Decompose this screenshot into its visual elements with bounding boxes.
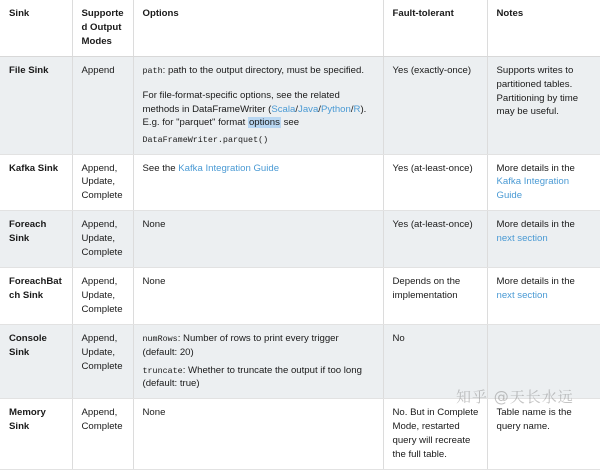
column-header-notes: Notes <box>487 0 600 56</box>
cell-options <box>133 324 383 399</box>
cell-notes <box>487 211 600 268</box>
cell-notes <box>487 324 600 399</box>
cell-options: None <box>133 267 383 324</box>
column-header-supported-output-modes: Supported Output Modes <box>72 0 133 56</box>
link-java[interactable]: Java <box>298 103 319 115</box>
table-row <box>0 267 600 324</box>
cell-notes: Table name is the query name. <box>487 399 600 470</box>
table-row <box>0 399 600 470</box>
cell-options <box>133 56 383 154</box>
option-formats-tail: see <box>280 117 300 129</box>
selected-text-options: options <box>248 117 280 129</box>
notes-prefix: More details in the <box>496 275 575 287</box>
cell-sink-name: Memory Sink <box>0 399 72 470</box>
option-path-text: : path to the output directory, must be specified. <box>162 64 365 76</box>
link-separator: / <box>295 103 299 115</box>
table-row <box>0 154 600 211</box>
option-formats-lead: For file-format-specific options, see the related methods in DataFrameWriter ( <box>142 89 340 115</box>
link-kafka-integration-guide[interactable]: Kafka Integration Guide <box>178 162 280 174</box>
cell-output-modes: Append, Update, Complete <box>72 267 133 324</box>
link-separator: / <box>318 103 321 115</box>
option-numrows <box>143 332 375 360</box>
cell-fault-tolerant: Depends on the implementation <box>383 267 487 324</box>
column-header-sink: Sink <box>0 0 72 56</box>
option-code-path: path <box>142 65 163 76</box>
option-code-numrows: numRows <box>142 333 178 344</box>
option-code-dataframewriter-parquet: DataFrameWriter.parquet() <box>142 135 269 146</box>
cell-output-modes: Append, Update, Complete <box>72 154 133 211</box>
table-row <box>0 211 600 268</box>
option-truncate-text: : Whether to truncate the output if too long (default: true) <box>142 364 362 390</box>
cell-notes <box>487 154 600 211</box>
cell-options: None <box>133 211 383 268</box>
cell-fault-tolerant: No. But in Complete Mode, restarted query will recreate the full table. <box>383 399 487 470</box>
link-kafka-integration-guide[interactable]: Kafka Integration Guide <box>496 176 570 202</box>
link-next-section[interactable]: next section <box>496 233 548 245</box>
cell-fault-tolerant: Yes (exactly-once) <box>383 56 487 154</box>
column-header-fault-tolerant: Fault-tolerant <box>383 0 487 56</box>
cell-notes <box>487 267 600 324</box>
cell-output-modes: Append, Complete <box>72 399 133 470</box>
table-row <box>0 56 600 154</box>
cell-fault-tolerant: No <box>383 324 487 399</box>
watermark-zhihu: 知乎 @天长水远 <box>456 388 574 406</box>
cell-sink-name: Kafka Sink <box>0 154 72 211</box>
link-separator: / <box>350 103 354 115</box>
link-r[interactable]: R <box>353 103 361 115</box>
link-next-section[interactable]: next section <box>496 289 548 301</box>
cell-output-modes: Append, Update, Complete <box>72 211 133 268</box>
table-body <box>0 56 600 469</box>
notes-prefix: More details in the <box>496 219 575 231</box>
cell-sink-name: File Sink <box>0 56 72 154</box>
cell-notes: Supports writes to partitioned tables. Partitioning by time may be useful. <box>487 56 600 154</box>
cell-fault-tolerant: Yes (at-least-once) <box>383 154 487 211</box>
options-prefix: See the <box>142 162 179 174</box>
cell-fault-tolerant: Yes (at-least-once) <box>383 211 487 268</box>
link-scala[interactable]: Scala <box>271 103 296 115</box>
table-header <box>0 0 600 56</box>
cell-output-modes: Append, Update, Complete <box>72 324 133 399</box>
cell-output-modes: Append <box>72 56 133 154</box>
column-header-options: Options <box>133 0 383 56</box>
link-python[interactable]: Python <box>320 103 351 115</box>
option-formats <box>143 89 375 131</box>
option-formats-mid: ). E.g. for "parquet" format <box>142 103 367 129</box>
table-row <box>0 324 600 399</box>
header-row <box>0 0 600 56</box>
paragraph-spacer <box>143 78 375 89</box>
cell-options: None <box>133 399 383 470</box>
notes-prefix: More details in the <box>496 162 575 174</box>
option-truncate <box>143 364 375 392</box>
cell-options <box>133 154 383 211</box>
cell-sink-name: Foreach Sink <box>0 211 72 268</box>
cell-sink-name: Console Sink <box>0 324 72 399</box>
cell-sink-name: ForeachBatch Sink <box>0 267 72 324</box>
option-path <box>143 64 375 78</box>
option-numrows-text: : Number of rows to print every trigger (default: 20) <box>142 332 339 358</box>
option-code-truncate: truncate <box>142 365 183 376</box>
